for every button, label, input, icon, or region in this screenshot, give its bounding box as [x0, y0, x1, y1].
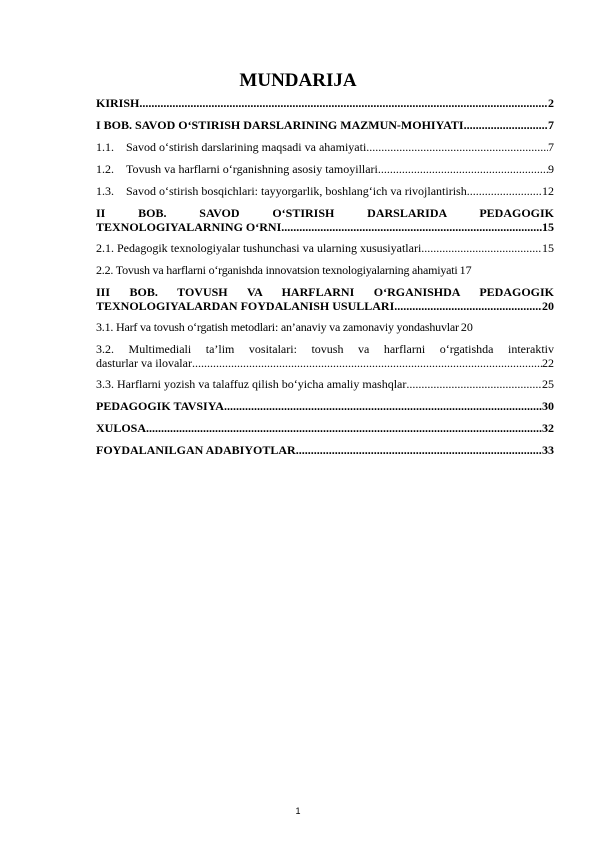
- toc-entry-label-line-2: TEXNOLOGIYALARNING O‘RNI: [96, 220, 282, 234]
- toc-page-number: 15: [542, 241, 554, 255]
- toc-entry-label: 3.1. Harf va tovush o‘rgatish metodlari: an’anaviy va zamonaviy yondashuvlar: [96, 320, 459, 334]
- toc-page-number: 20: [542, 299, 554, 313]
- toc-entry-chapter-3[interactable]: [96, 285, 554, 313]
- toc-entry-section-1-3[interactable]: [96, 184, 554, 198]
- toc-entry-label-line-2: TEXNOLOGIYALARDAN FOYDALANISH USULLARI: [96, 299, 395, 313]
- toc-page-number: 32: [542, 421, 554, 435]
- toc-entry-label: I BOB. SAVOD O‘STIRISH DARSLARINING MAZMUN-MOHIYATI: [96, 118, 464, 132]
- toc-entry-chapter-1[interactable]: [96, 118, 554, 132]
- toc-entry-section-1-1[interactable]: [96, 140, 554, 154]
- toc-leader: [378, 162, 548, 176]
- toc-section-number: 1.2.: [96, 162, 114, 176]
- toc-page-number: 30: [542, 399, 554, 413]
- toc-entry-section-3-2[interactable]: [96, 342, 554, 370]
- toc-entry-label: XULOSA: [96, 421, 147, 435]
- toc-page-number: 20: [460, 320, 473, 334]
- toc-entry-section-2-2[interactable]: [96, 263, 554, 277]
- toc-leader: [146, 421, 542, 435]
- toc-entry-label: FOYDALANILGAN ADABIYOTLAR: [96, 443, 296, 457]
- toc-entry-label-line-1: II BOB. SAVOD O‘STIRISH DARSLARIDA PEDAGOGIK: [96, 206, 554, 220]
- toc-entry-label: 2.2. Tovush va harflarni o‘rganishda innovatsion texnologiyalarning ahamiyati: [96, 263, 458, 277]
- toc-page-number: 7: [548, 118, 554, 132]
- toc-entry-label-line-2: dasturlar va ilovalar: [96, 356, 192, 370]
- toc-entry-adabiyotlar[interactable]: [96, 443, 554, 457]
- toc-entry-label-line-1: III BOB. TOVUSH VA HARFLARNI O‘RGANISHDA PEDAGOGIK: [96, 285, 554, 299]
- table-of-contents: [96, 96, 554, 465]
- toc-page-number: 15: [542, 220, 554, 234]
- toc-page-number: 12: [542, 184, 554, 198]
- toc-leader: [464, 118, 548, 132]
- toc-entry-label: 2.1. Pedagogik texnologiyalar tushunchasi va ularning xususiyatlari: [96, 241, 422, 255]
- toc-page-number: 2: [548, 96, 554, 110]
- toc-entry-section-2-1[interactable]: [96, 241, 554, 255]
- toc-entry-section-1-2[interactable]: [96, 162, 554, 176]
- toc-entry-label: Tovush va harflarni o‘rganishning asosiy tamoyillari: [126, 162, 378, 176]
- toc-leader: [296, 443, 542, 457]
- toc-entry-label: Savod o‘stirish darslarining maqsadi va ahamiyati: [126, 140, 367, 154]
- toc-leader: [281, 220, 542, 234]
- toc-entry-kirish[interactable]: [96, 96, 554, 110]
- toc-entry-label: 3.3. Harflarni yozish va talaffuz qilish bo‘yicha amaliy mashqlar: [96, 377, 407, 391]
- toc-entry-label: PEDAGOGIK TAVSIYA: [96, 399, 224, 413]
- toc-leader: [406, 377, 542, 391]
- toc-page-number: 33: [542, 443, 554, 457]
- toc-leader: [467, 184, 542, 198]
- toc-entry-section-3-1[interactable]: [96, 320, 554, 334]
- toc-leader: [421, 241, 542, 255]
- toc-entry-chapter-2[interactable]: [96, 206, 554, 234]
- toc-entry-xulosa[interactable]: [96, 421, 554, 435]
- toc-section-number: 1.3.: [96, 184, 114, 198]
- page-number-footer: 1: [295, 806, 301, 816]
- toc-entry-section-3-3[interactable]: [96, 377, 554, 391]
- toc-page-number: 22: [542, 356, 554, 370]
- toc-leader: [224, 399, 542, 413]
- toc-page-number: 17: [459, 263, 472, 277]
- toc-page-number: 25: [542, 377, 554, 391]
- toc-entry-label: KIRISH: [96, 96, 140, 110]
- toc-leader: [139, 96, 548, 110]
- toc-page-number: 7: [548, 140, 554, 154]
- toc-page-number: 9: [548, 162, 554, 176]
- toc-entry-pedagogik-tavsiya[interactable]: [96, 399, 554, 413]
- toc-leader: [394, 299, 542, 313]
- toc-entry-label: Savod o‘stirish bosqichlari: tayyorgarlik, boshlang‘ich va rivojlantirish: [126, 184, 467, 198]
- page-title: MUNDARIJA: [239, 70, 357, 91]
- toc-entry-label-line-1: 3.2. Multimediali ta’lim vositalari: tovush va harflarni o‘rgatishda interaktiv: [96, 342, 554, 356]
- toc-section-number: 1.1.: [96, 140, 114, 154]
- toc-leader: [366, 140, 548, 154]
- toc-leader: [192, 356, 542, 370]
